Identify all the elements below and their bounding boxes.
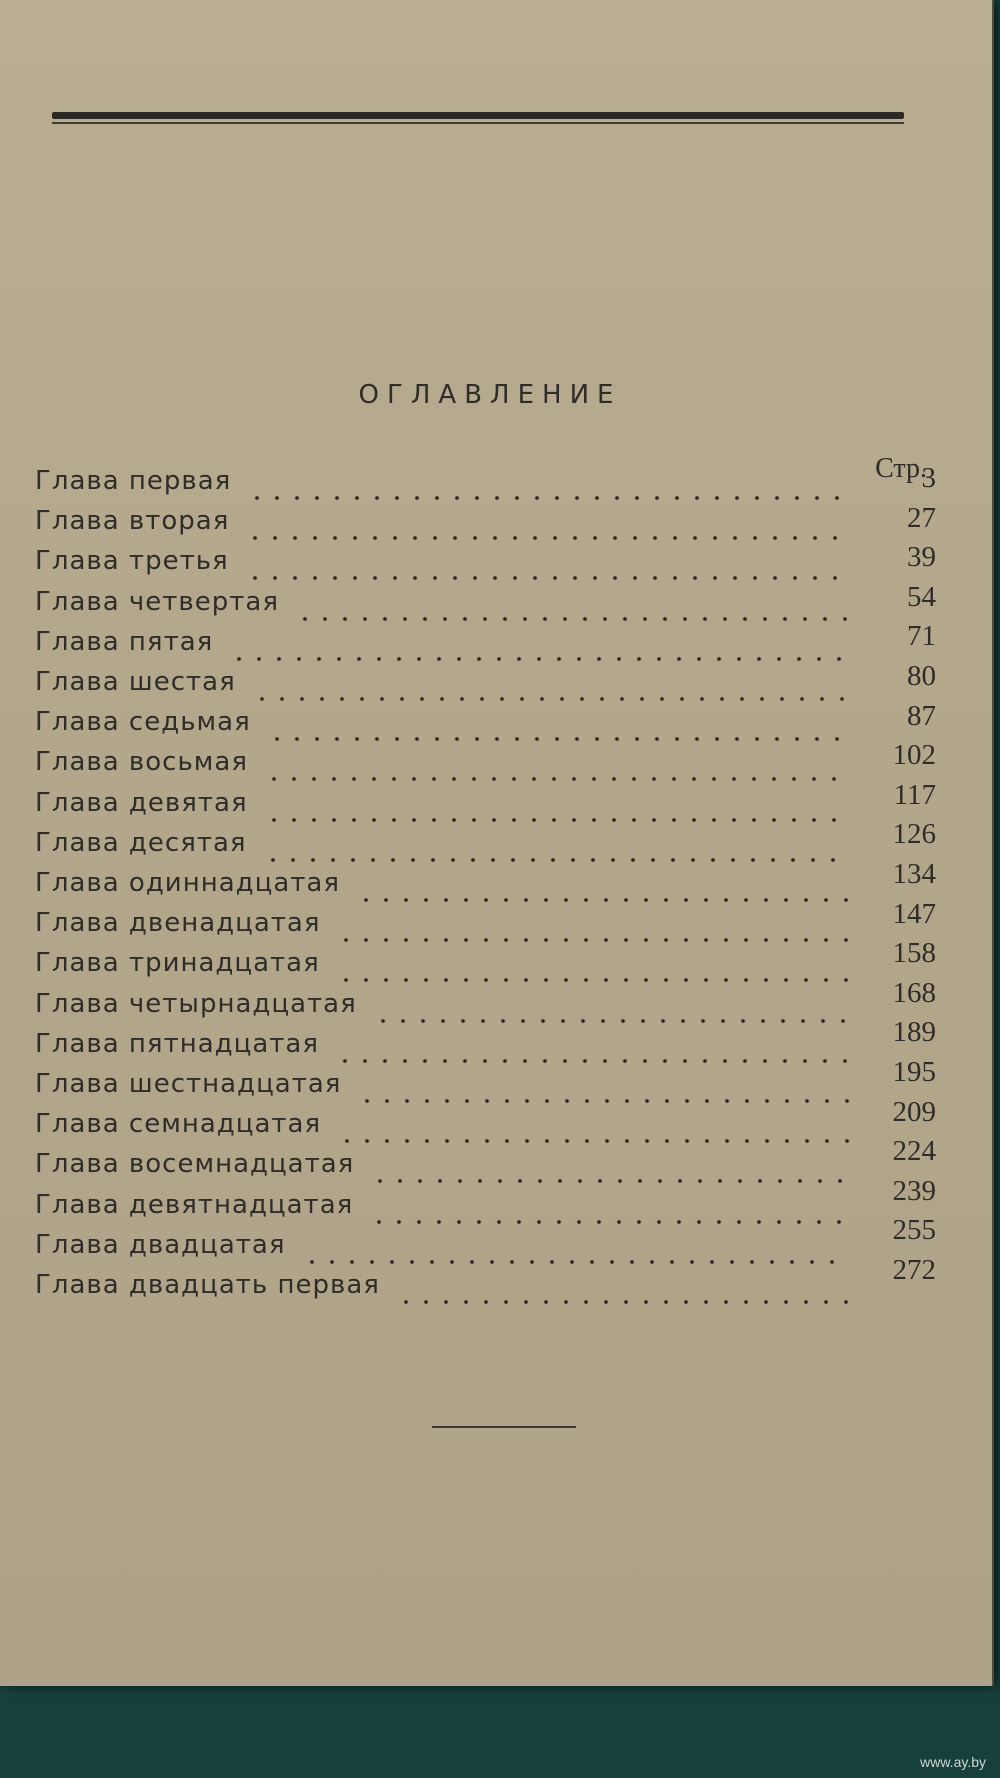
toc-entry-page-number: 168 — [892, 976, 936, 1009]
toc-entry-leader — [252, 695, 850, 703]
toc-entry-leader — [245, 534, 850, 542]
toc-entry-page-number: 272 — [892, 1254, 936, 1286]
bottom-decorative-rule — [432, 1426, 576, 1428]
toc-entry-page-number: 39 — [907, 541, 936, 574]
toc-entry-page-number: 134 — [892, 858, 936, 890]
toc-entry-title: Глава двенадцатая — [35, 908, 321, 939]
toc-entry-title: Глава восьмая — [35, 747, 248, 778]
toc-entry-leader — [264, 816, 850, 824]
toc-entry-page-number: 255 — [892, 1214, 936, 1247]
toc-entry-title: Глава восемнадцатая — [35, 1149, 355, 1180]
toc-entry-page-number: 117 — [893, 778, 936, 811]
toc-entry-page-number: 102 — [892, 739, 936, 772]
toc-entry-leader — [356, 896, 850, 904]
toc-entry-title: Глава тринадцатая — [35, 948, 320, 979]
toc-entry-title: Глава семнадцатая — [35, 1109, 322, 1140]
toc-entry-leader — [245, 574, 850, 582]
page-column-label: Стр. — [875, 453, 927, 484]
toc-entry-page-number: 87 — [907, 699, 936, 732]
page-title: ОГЛАВЛЕНИЕ — [358, 380, 622, 410]
toc-entry-page-number: 80 — [907, 660, 936, 692]
toc-entry-title: Глава пятнадцатая — [35, 1028, 319, 1059]
toc-entry-title: Глава двадцатая — [35, 1229, 286, 1260]
toc-entry-leader — [267, 735, 850, 743]
toc-entry-leader — [229, 655, 850, 663]
toc-entry-title: Глава вторая — [35, 506, 230, 537]
toc-entry-leader — [357, 1097, 850, 1105]
toc-entry-title: Глава девятнадцатая — [35, 1189, 354, 1220]
toc-entry-page-number: 224 — [892, 1135, 936, 1168]
toc-entry-leader — [337, 1137, 850, 1145]
toc-entry-title: Глава седьмая — [35, 707, 251, 738]
toc-entry-page-number: 3 — [921, 462, 936, 494]
toc-entry-leader — [370, 1177, 850, 1185]
toc-entry-title: Глава четырнадцатая — [35, 988, 357, 1019]
toc-entry-title: Глава шестая — [35, 667, 236, 697]
top-decorative-rule — [52, 112, 904, 119]
toc-entry-page-number: 27 — [907, 501, 936, 534]
toc-entry-leader — [247, 494, 850, 502]
toc-entry-title: Глава первая — [35, 466, 232, 496]
toc-entry-page-number: 126 — [892, 818, 936, 851]
toc-entry-leader — [369, 1218, 850, 1226]
toc-entry-title: Глава двадцать первая — [35, 1270, 380, 1300]
toc-entry-leader — [295, 615, 850, 623]
toc-entry-title: Глава одиннадцатая — [35, 868, 340, 898]
toc-entry-title: Глава четвертая — [35, 586, 279, 617]
toc-entry-leader — [264, 775, 850, 783]
toc-entry-page-number: 54 — [907, 580, 936, 613]
toc-entry-leader — [396, 1298, 850, 1306]
toc-entry-leader — [373, 1017, 850, 1025]
toc-entry-page-number: 239 — [892, 1174, 936, 1207]
toc-entry-page-number: 209 — [892, 1095, 936, 1128]
toc-entry-title: Глава шестнадцатая — [35, 1069, 342, 1099]
toc-entry-leader — [336, 976, 850, 984]
toc-entry-page-number: 158 — [892, 937, 936, 970]
toc-entry-title: Глава третья — [35, 546, 229, 577]
toc-entry-title: Глава девятая — [35, 787, 248, 818]
toc-entry-title: Глава десятая — [35, 827, 247, 858]
toc-entry-title: Глава пятая — [35, 626, 214, 657]
toc-entry-page-number: 189 — [892, 1016, 936, 1049]
toc-entry-leader — [263, 856, 850, 864]
toc-entry-leader — [302, 1258, 851, 1266]
toc-entry-page-number: 71 — [907, 620, 936, 653]
toc-entry-leader — [335, 1057, 850, 1065]
toc-entry-page-number: 147 — [892, 897, 936, 930]
watermark: www.ay.by — [920, 1754, 986, 1770]
toc-entry-page-number: 195 — [892, 1056, 936, 1088]
toc-entry-leader — [336, 936, 850, 944]
